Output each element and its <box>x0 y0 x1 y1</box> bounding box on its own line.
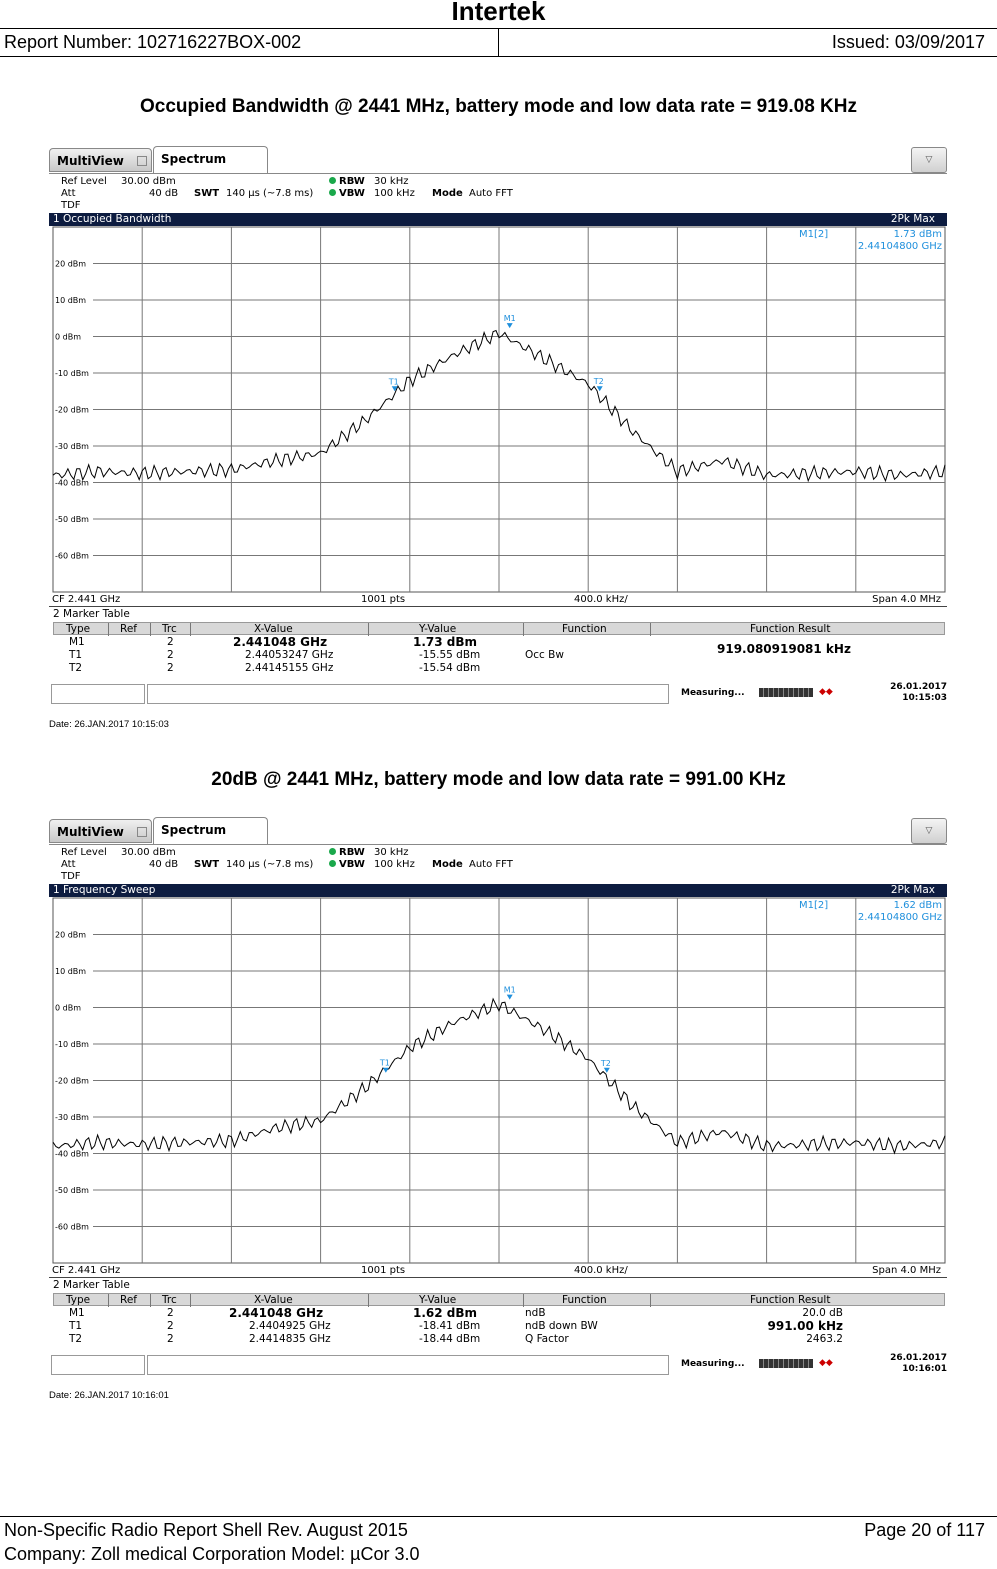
marker-table-header <box>53 622 945 635</box>
span-value: Span 4.0 MHz <box>872 1265 941 1276</box>
trace-mode: 2Pk Max <box>890 884 935 896</box>
tab-bar <box>49 146 947 174</box>
status-field <box>147 1355 669 1375</box>
marker-t1-label: T1 <box>388 377 399 387</box>
rbw-value: 30 kHz <box>374 847 409 858</box>
row-function: Occ Bw <box>525 649 564 661</box>
row-yvalue: 1.73 dBm <box>413 635 478 649</box>
rbw-label: RBW <box>329 847 365 859</box>
row-trc: 2 <box>167 1333 174 1345</box>
y-tick-label: 0 dBm <box>55 332 81 342</box>
status-bar <box>49 682 947 704</box>
y-tick-label: -50 dBm <box>55 1186 89 1195</box>
row-xvalue: 2.441048 GHz <box>229 1306 324 1320</box>
grid-icon <box>137 156 147 166</box>
row-xvalue: 2.4404925 GHz <box>249 1320 331 1332</box>
division-width: 400.0 kHz/ <box>574 594 628 605</box>
tab-spectrum[interactable] <box>153 146 268 174</box>
status-datetime <box>867 1353 947 1375</box>
swt-value: 140 µs (~7.8 ms) <box>226 188 314 199</box>
x-axis-bar <box>49 1264 947 1278</box>
marker-t1-label: T1 <box>379 1058 390 1068</box>
status-field <box>51 1355 145 1375</box>
row-xvalue: 2.441048 GHz <box>233 635 328 649</box>
marker-table-title: 2 Marker Table <box>53 1279 130 1291</box>
y-tick-label: -20 dBm <box>55 1076 89 1086</box>
mode-label: Mode <box>432 859 463 870</box>
row-xvalue: 2.44145155 GHz <box>245 662 334 674</box>
row-trc: 2 <box>167 1307 174 1319</box>
marker-readout-label: M1[2] <box>799 229 829 240</box>
marker-m1-label: M1 <box>503 985 516 995</box>
tab-bar-rule <box>49 844 947 845</box>
marker-readout-frequency: 2.44104800 GHz <box>857 912 942 923</box>
marker-t2-label: T2 <box>593 377 604 387</box>
vbw-value: 100 kHz <box>374 859 415 870</box>
center-frequency: CF 2.441 GHz <box>52 594 121 605</box>
col-type: Type <box>66 1294 91 1306</box>
vbw-value: 100 kHz <box>374 188 415 199</box>
spectrum-plot <box>49 897 947 1267</box>
tdf-label: TDF <box>61 200 81 211</box>
marker-m1-label: M1 <box>503 314 516 324</box>
row-xvalue: 2.44053247 GHz <box>245 649 334 661</box>
analyzer-screenshot <box>49 817 947 1377</box>
row-function: Q Factor <box>525 1333 569 1345</box>
y-tick-label: -40 dBm <box>55 478 89 488</box>
row-function: ndB <box>525 1307 546 1319</box>
status-date: 26.01.2017 <box>890 682 947 692</box>
ref-level-label: Ref Level <box>61 176 107 187</box>
progress-bar <box>759 688 813 697</box>
y-tick-label: -40 dBm <box>55 1149 89 1159</box>
col-type: Type <box>66 623 91 635</box>
col-trc: Trc <box>162 623 177 635</box>
row-xvalue: 2.4414835 GHz <box>249 1333 331 1345</box>
spectrum-plot <box>49 226 947 596</box>
y-tick-label: -10 dBm <box>55 1040 89 1049</box>
status-bar <box>49 1353 947 1375</box>
tab-multiview[interactable] <box>49 819 152 843</box>
sweep-points: 1001 pts <box>361 1265 406 1276</box>
row-type: T2 <box>69 1333 83 1345</box>
measuring-label: Measuring... <box>681 1359 745 1369</box>
att-value: 40 dB <box>149 859 179 870</box>
col-ref: Ref <box>120 623 137 635</box>
chevron-down-icon[interactable]: ▽ <box>911 818 947 844</box>
row-function-result: 2463.2 <box>806 1333 843 1345</box>
progress-bar <box>759 1359 813 1368</box>
col-function-result: Function Result <box>750 623 831 635</box>
table-row <box>53 662 945 675</box>
row-trc: 2 <box>167 1320 174 1332</box>
status-field <box>51 684 145 704</box>
header-divider <box>498 28 499 56</box>
y-tick-label: -20 dBm <box>55 405 89 415</box>
issued-date: Issued: 03/09/2017 <box>831 32 985 52</box>
ref-level-value: 30.00 dBm <box>121 176 176 187</box>
tab-bar-rule <box>49 173 947 174</box>
status-dot-icon <box>329 189 336 196</box>
capture-date: Date: 26.JAN.2017 10:16:01 <box>49 1390 169 1401</box>
footer-rule <box>0 1516 997 1517</box>
row-function: ndB down BW <box>525 1320 598 1332</box>
mode-label: Mode <box>432 188 463 199</box>
tab-bar <box>49 817 947 845</box>
y-tick-label: -60 dBm <box>55 551 89 561</box>
mode-value: Auto FFT <box>469 188 513 199</box>
swt-label: SWT <box>194 859 220 870</box>
settings-block <box>49 846 947 884</box>
tab-spectrum-label: Spectrum <box>161 152 227 166</box>
center-frequency: CF 2.441 GHz <box>52 1265 121 1276</box>
col-function: Function <box>562 1294 607 1306</box>
vbw-label: VBW <box>329 188 365 200</box>
warning-icon: ◆◆ <box>819 687 833 697</box>
row-yvalue: -15.55 dBm <box>419 649 481 661</box>
swt-value: 140 µs (~7.8 ms) <box>226 859 314 870</box>
row-yvalue: -18.44 dBm <box>419 1333 481 1345</box>
tab-multiview-label: MultiView <box>57 154 124 168</box>
measuring-label: Measuring... <box>681 688 745 698</box>
tdf-label: TDF <box>61 871 81 882</box>
footer-company: Company: Zoll medical Corporation Model: µCor 3.0 <box>4 1544 420 1564</box>
row-type: M1 <box>69 1307 85 1319</box>
capture-date: Date: 26.JAN.2017 10:15:03 <box>49 719 169 730</box>
row-yvalue: -15.54 dBm <box>419 662 481 674</box>
col-ref: Ref <box>120 1294 137 1306</box>
row-type: T1 <box>69 649 83 661</box>
sweep-points: 1001 pts <box>361 594 406 605</box>
panel-title-bar <box>49 213 947 226</box>
col-yvalue: Y-Value <box>419 1294 457 1306</box>
col-function-result: Function Result <box>750 1294 831 1306</box>
y-tick-label: -10 dBm <box>55 369 89 378</box>
y-tick-label: 10 dBm <box>55 967 87 976</box>
header-company: Intertek <box>451 0 546 26</box>
mode-value: Auto FFT <box>469 859 513 870</box>
col-function: Function <box>562 623 607 635</box>
y-tick-label: -30 dBm <box>55 1113 89 1122</box>
marker-table <box>49 606 947 681</box>
marker-table <box>49 1277 947 1352</box>
x-axis-bar <box>49 593 947 607</box>
status-dot-icon <box>329 860 336 867</box>
marker-table-title: 2 Marker Table <box>53 608 130 620</box>
col-yvalue: Y-Value <box>419 623 457 635</box>
row-function-result: 20.0 dB <box>802 1307 843 1319</box>
status-time: 10:16:01 <box>902 1364 947 1374</box>
marker-table-header <box>53 1293 945 1306</box>
warning-icon: ◆◆ <box>819 1358 833 1368</box>
row-function-result: 919.080919081 kHz <box>717 642 851 656</box>
tab-spectrum[interactable] <box>153 817 268 845</box>
marker-readout-label: M1[2] <box>799 900 829 911</box>
col-trc: Trc <box>162 1294 177 1306</box>
ref-level-label: Ref Level <box>61 847 107 858</box>
row-function-result: 991.00 kHz <box>767 1319 843 1333</box>
y-tick-label: 0 dBm <box>55 1003 81 1013</box>
division-width: 400.0 kHz/ <box>574 1265 628 1276</box>
status-datetime <box>867 682 947 704</box>
att-label: Att <box>61 859 76 870</box>
row-type: T2 <box>69 662 83 674</box>
col-xvalue: X-Value <box>254 1294 293 1306</box>
y-tick-label: 20 dBm <box>55 930 87 940</box>
report-number: Report Number: 102716227BOX-002 <box>4 32 302 52</box>
span-value: Span 4.0 MHz <box>872 594 941 605</box>
ref-level-value: 30.00 dBm <box>121 847 176 858</box>
marker-readout-level: 1.73 dBm <box>893 229 942 240</box>
status-time: 10:15:03 <box>902 693 947 703</box>
table-row <box>53 1333 945 1346</box>
marker-readout-frequency: 2.44104800 GHz <box>857 241 942 252</box>
tab-multiview[interactable] <box>49 148 152 172</box>
y-tick-label: -30 dBm <box>55 442 89 451</box>
y-tick-label: 10 dBm <box>55 296 87 305</box>
row-trc: 2 <box>167 636 174 648</box>
row-type: M1 <box>69 636 85 648</box>
status-field <box>147 684 669 704</box>
y-tick-label: 20 dBm <box>55 259 87 269</box>
trace-mode: 2Pk Max <box>890 213 935 225</box>
marker-readout-level: 1.62 dBm <box>893 900 942 911</box>
settings-block <box>49 175 947 213</box>
header-rule-bottom <box>0 56 997 57</box>
col-xvalue: X-Value <box>254 623 293 635</box>
footer-page: Page 20 of 117 <box>864 1520 985 1540</box>
row-trc: 2 <box>167 649 174 661</box>
table-row <box>53 1320 945 1333</box>
swt-label: SWT <box>194 188 220 199</box>
att-value: 40 dB <box>149 188 179 199</box>
status-dot-icon <box>329 848 336 855</box>
row-yvalue: 1.62 dBm <box>413 1306 478 1320</box>
marker-t2-label: T2 <box>600 1058 611 1068</box>
chevron-down-icon[interactable]: ▽ <box>911 147 947 173</box>
row-type: T1 <box>69 1320 83 1332</box>
y-tick-label: -50 dBm <box>55 515 89 524</box>
plot-caption: 20dB @ 2441 MHz, battery mode and low data rate = 991.00 KHz <box>211 769 786 790</box>
row-yvalue: -18.41 dBm <box>419 1320 481 1332</box>
tab-multiview-label: MultiView <box>57 825 124 839</box>
grid-icon <box>137 827 147 837</box>
footer-shell: Non-Specific Radio Report Shell Rev. August 2015 <box>4 1520 408 1540</box>
row-trc: 2 <box>167 662 174 674</box>
vbw-label: VBW <box>329 859 365 871</box>
status-dot-icon <box>329 177 336 184</box>
tab-spectrum-label: Spectrum <box>161 823 227 837</box>
panel-title-bar <box>49 884 947 897</box>
y-tick-label: -60 dBm <box>55 1222 89 1232</box>
panel-title: 1 Occupied Bandwidth <box>53 213 172 225</box>
panel-title: 1 Frequency Sweep <box>53 884 156 896</box>
att-label: Att <box>61 188 76 199</box>
rbw-value: 30 kHz <box>374 176 409 187</box>
status-date: 26.01.2017 <box>890 1353 947 1363</box>
plot-caption: Occupied Bandwidth @ 2441 MHz, battery mode and low data rate = 919.08 KHz <box>140 96 857 117</box>
rbw-label: RBW <box>329 176 365 188</box>
analyzer-screenshot <box>49 146 947 706</box>
